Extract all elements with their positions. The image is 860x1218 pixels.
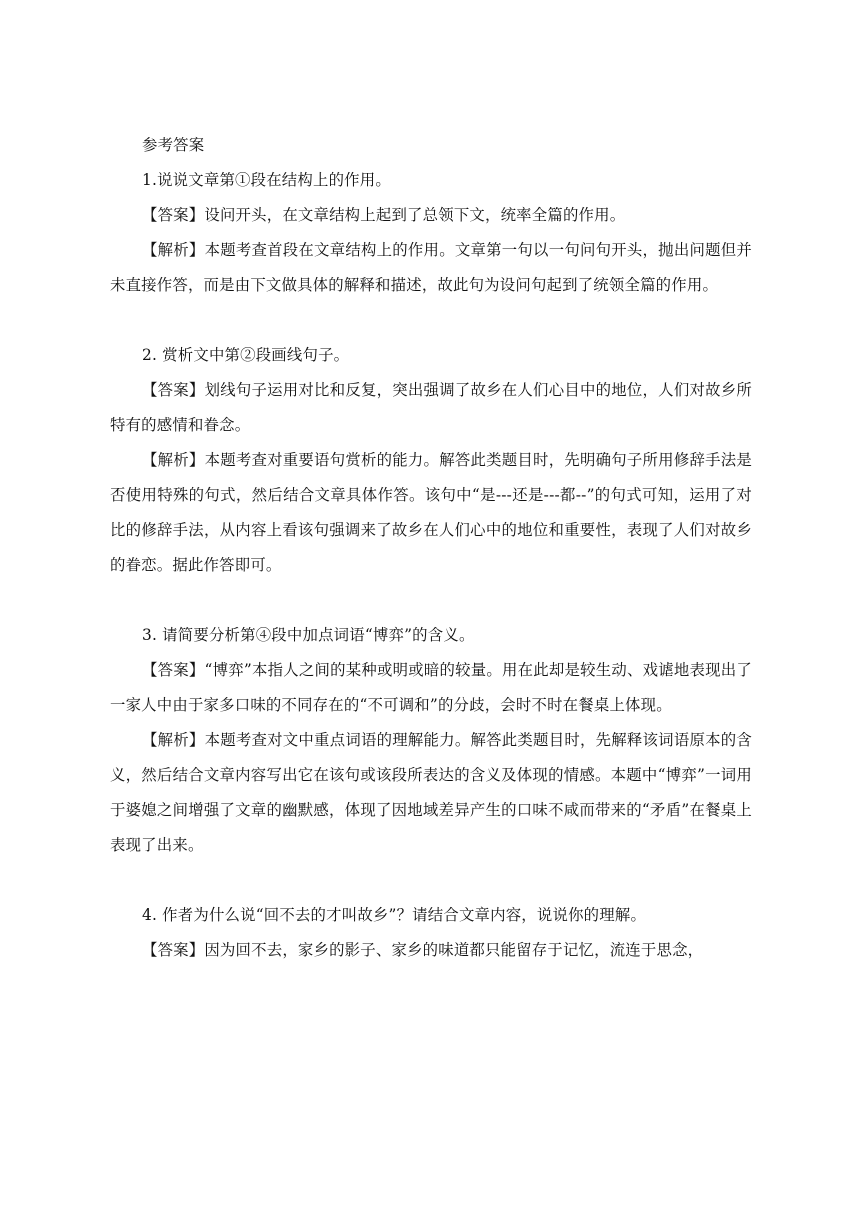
question-4-answer: 【答案】因为回不去，家乡的影子、家乡的味道都只能留存于记忆，流连于思念，: [142, 941, 704, 959]
question-1-analysis: 【解析】本题考查首段在文章结构上的作用。文章第一句以一句问句开头，抛出问题但并未直接作答，而是由下文做具体的解释和描述，故此句为设问句起到了统领全篇的作用。: [110, 241, 752, 294]
section-spacer: [110, 863, 752, 898]
question-3: 3. 请简要分析第④段中加点词语“博弈”的含义。: [142, 626, 475, 644]
question-4: 4. 作者为什么说“回不去的才叫故乡”？请结合文章内容，说说你的理解。: [142, 906, 647, 924]
question-2-answer: 【答案】划线句子运用对比和反复，突出强调了故乡在人们心目中的地位，人们对故乡所特有的感情和眷念。: [110, 381, 752, 434]
question-3-answer: 【答案】“博弈”本指人之间的某种或明或暗的较量。用在此却是较生动、戏谑地表现出了一家人中由于家多口味的不同存在的“不可调和”的分歧，会时不时在餐桌上体现。: [110, 661, 752, 714]
question-1-answer: 【答案】设问开头，在文章结构上起到了总领下文，统率全篇的作用。: [142, 206, 626, 224]
question-2-analysis: 【解析】本题考查对重要语句赏析的能力。解答此类题目时，先明确句子所用修辞手法是否使用特殊的句式，然后结合文章具体作答。该句中“是---还是---都--”的句式可知，运用了对比的修辞手法，从内容上看该句强调来了故乡在人们心中的地位和重要性，表现了人们对故乡的眷恋。据此作答即可。: [110, 451, 752, 574]
section-spacer: [110, 303, 752, 338]
question-1: 1.说说文章第①段在结构上的作用。: [142, 171, 391, 189]
question-3-analysis: 【解析】本题考查对文中重点词语的理解能力。解答此类题目时，先解释该词语原本的含义，然后结合文章内容写出它在该句或该段所表达的含义及体现的情感。本题中“博弈”一词用于婆媳之间增强了文章的幽默感，体现了因地域差异产生的口味不咸而带来的“矛盾”在餐桌上表现了出来。: [110, 731, 752, 854]
question-2: 2. 赏析文中第②段画线句子。: [142, 346, 350, 364]
answer-key-content: [110, 128, 752, 968]
answer-key-heading: 参考答案: [142, 136, 205, 154]
section-spacer: [110, 583, 752, 618]
